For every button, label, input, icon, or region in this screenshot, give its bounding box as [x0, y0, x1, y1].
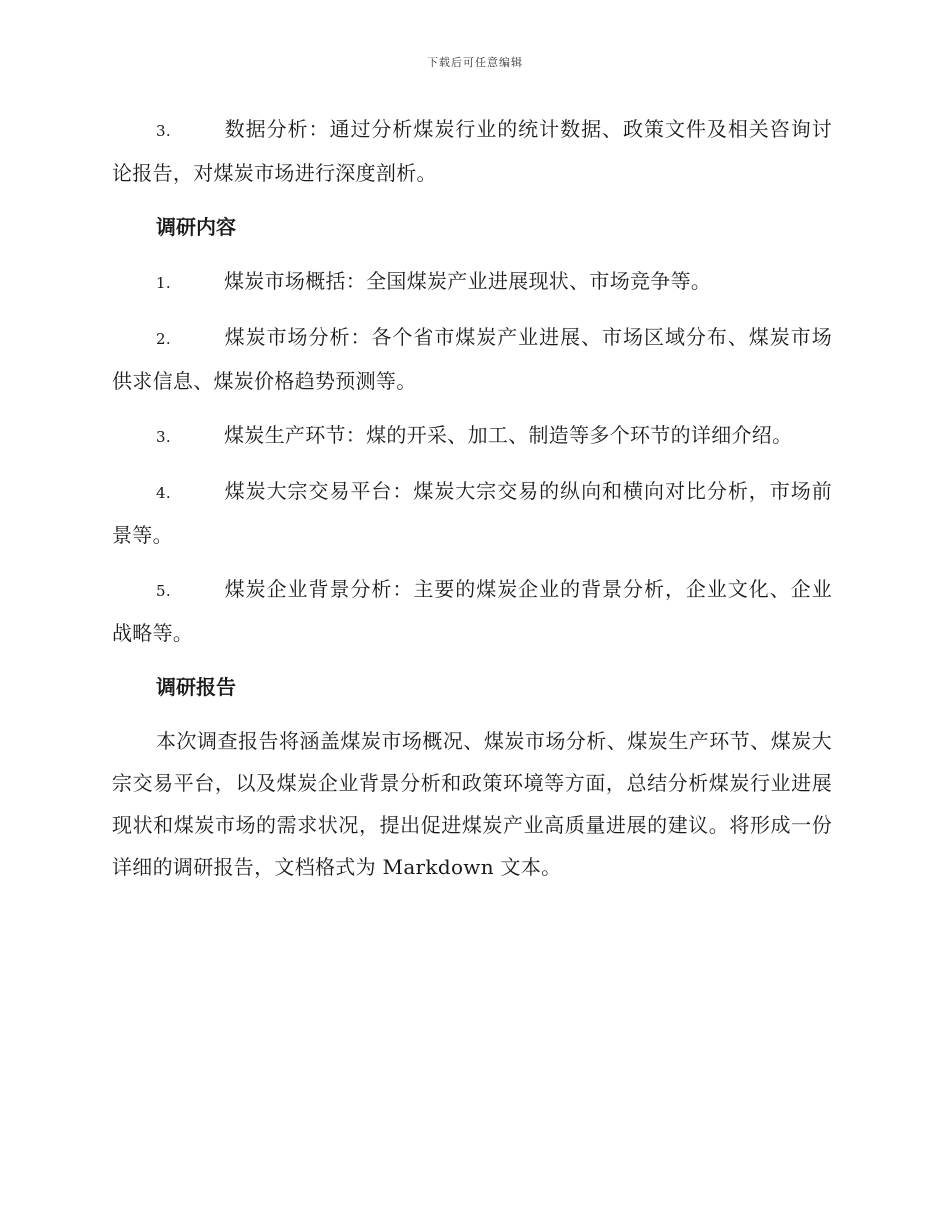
list-item	[112, 316, 832, 402]
section-heading-report: 调研报告	[156, 675, 236, 699]
list-number: 1.	[156, 274, 171, 292]
list-text: 煤炭市场概括：全国煤炭产业进展现状、市场竞争等。	[224, 269, 712, 293]
list-text: 煤炭市场分析：各个省市煤炭产业进展、市场区域分布、煤炭市场供求信息、煤炭价格趋势预测等。	[112, 325, 832, 393]
list-item	[112, 414, 832, 458]
list-number: 3.	[156, 122, 171, 140]
list-number: 2.	[156, 330, 171, 348]
list-text: 煤炭生产环节：煤的开采、加工、制造等多个环节的详细介绍。	[224, 423, 793, 447]
list-number: 5.	[156, 582, 171, 600]
list-number: 3.	[156, 428, 171, 446]
document-body	[112, 108, 832, 900]
list-item	[112, 568, 832, 654]
list-item	[112, 470, 832, 556]
section-heading-content: 调研内容	[156, 215, 236, 239]
list-text: 数据分析：通过分析煤炭行业的统计数据、政策文件及相关咨询讨论报告，对煤炭市场进行深度剖析。	[112, 117, 832, 185]
list-item	[112, 260, 832, 304]
report-paragraph: 本次调查报告将涵盖煤炭市场概况、煤炭市场分析、煤炭生产环节、煤炭大宗交易平台，以及煤炭企业背景分析和政策环境等方面，总结分析煤炭行业进展现状和煤炭市场的需求状况，提出促进煤炭产业高质量进展的建议。将形成一份详细的调研报告，文档格式为 Markdown 文本。	[112, 729, 832, 879]
header-note: 下载后可任意编辑	[427, 56, 523, 69]
list-item	[112, 108, 832, 194]
list-text: 煤炭大宗交易平台：煤炭大宗交易的纵向和横向对比分析，市场前景等。	[112, 479, 832, 547]
list-text: 煤炭企业背景分析：主要的煤炭企业的背景分析，企业文化、企业战略等。	[112, 577, 832, 645]
list-number: 4.	[156, 484, 171, 502]
